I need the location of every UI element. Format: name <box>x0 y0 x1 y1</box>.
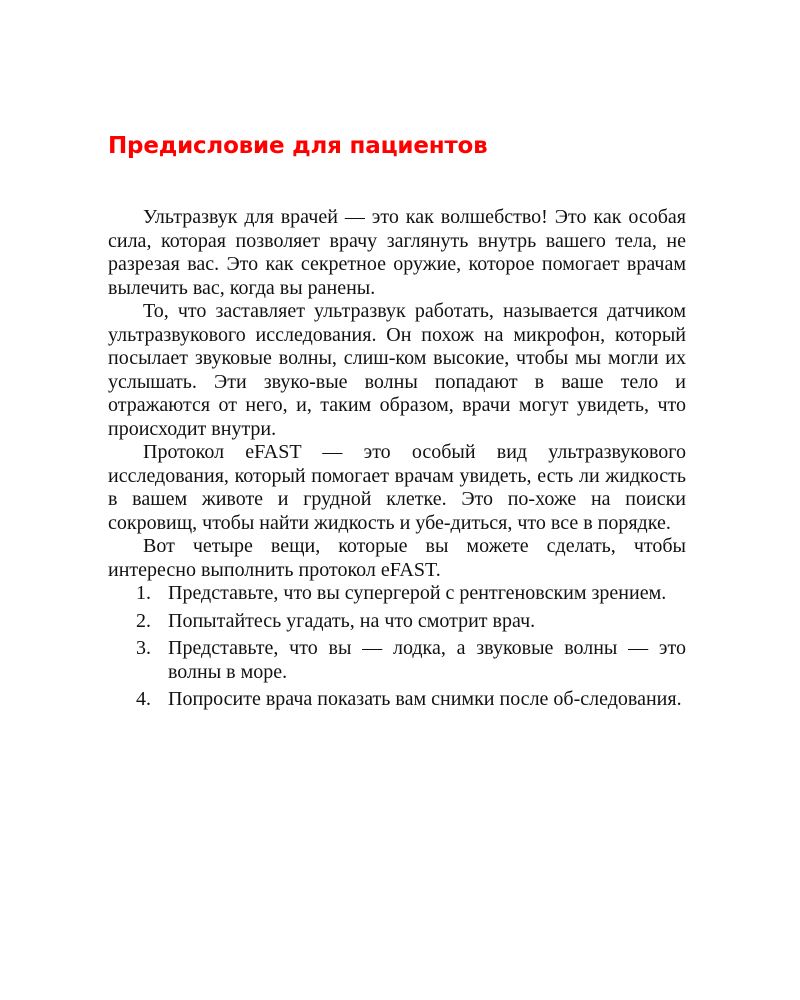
list-item-number: 4. <box>136 688 151 710</box>
paragraph-efast: Протокол eFAST — это особый вид ультразвукового исследования, который помогает врачам увидеть, есть ли жидкость в вашем животе и грудной клетке. Это по-хоже на поиски сокровищ, чтобы найти жидкость и убе-диться, что все в порядке. <box>108 441 686 534</box>
list-item-text: Представьте, что вы супергерой с рентгеновским зрением. <box>168 582 667 604</box>
list-item-number: 2. <box>136 609 151 632</box>
paragraph-intro: Ультразвук для врачей — это как волшебство! Это как особая сила, которая позволяет врачу заглянуть внутрь вашего тела, не разрезая вас. Это как секретное оружие, которое помогает врачам вылечить вас, когда вы ранены. <box>108 206 686 299</box>
paragraph-list-intro: Вот четыре вещи, которые вы можете сделать, чтобы интересно выполнить протокол eFAST. <box>108 535 686 581</box>
tips-list <box>108 582 686 712</box>
list-item <box>108 637 686 684</box>
list-item <box>108 582 686 606</box>
body-text <box>108 206 686 716</box>
page-title: Предисловие для пациентов <box>108 133 488 159</box>
list-item-text: Представьте, что вы — лодка, а звуковые волны — это волны в море. <box>168 637 686 683</box>
list-item <box>108 610 686 634</box>
list-item <box>108 688 686 712</box>
list-item-number: 1. <box>136 582 151 604</box>
list-item-number: 3. <box>136 637 151 659</box>
list-item-text: Попросите врача показать вам снимки после об-следования. <box>168 688 682 710</box>
list-item-text: Попытайтесь угадать, на что смотрит врач. <box>168 609 536 632</box>
paragraph-transducer: То, что заставляет ультразвук работать, называется датчиком ультразвукового исследования. Он похож на микрофон, который посылает звуковые волны, слиш-ком высокие, чтобы мы могли их услышать. Эти звуко-вые волны попадают в ваше тело и отражаются от него, и, таким образом, врачи могут увидеть, что происходит внутри. <box>108 300 686 440</box>
